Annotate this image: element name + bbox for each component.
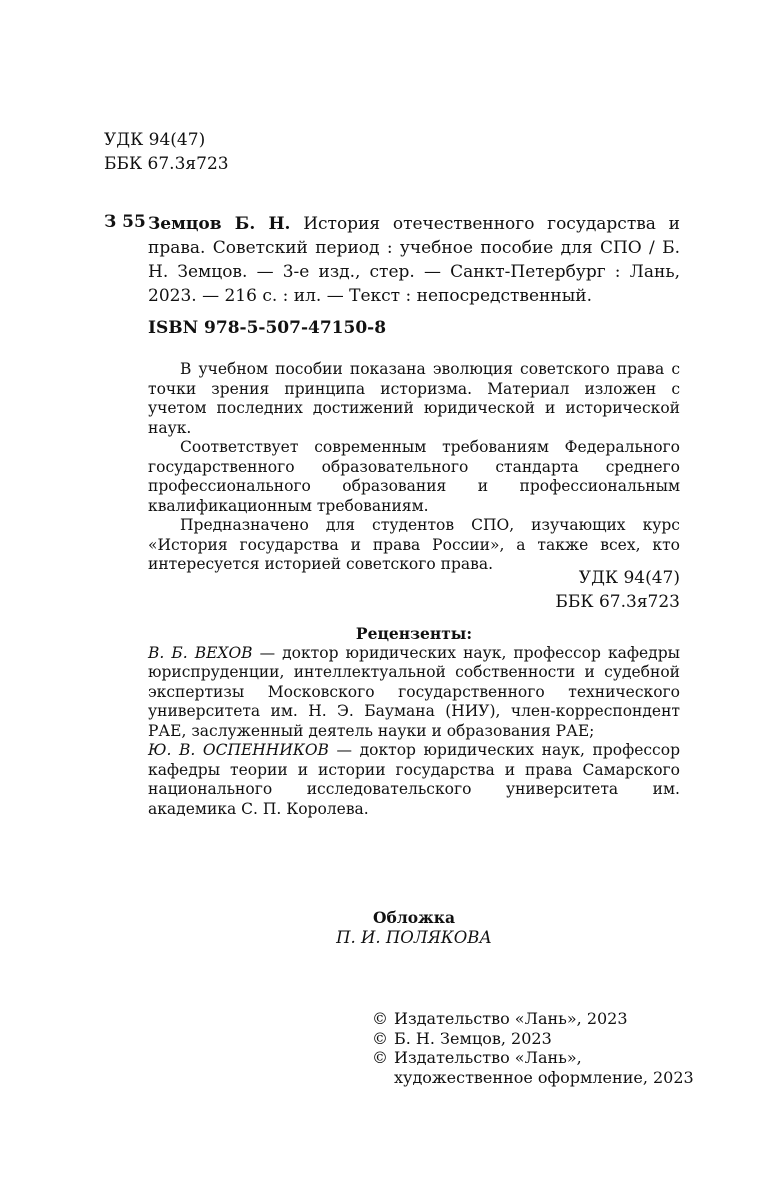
annotation-paragraph: В учебном пособии показана эволюция советского права с точки зрения принципа историзма. Материал изложен с учетом последних достижений юридической и исторической наук.: [148, 360, 680, 437]
reviewer-name: В. Б. ВЕХОВ: [148, 643, 253, 662]
bibliographic-record: [148, 212, 680, 308]
annotation-paragraph: Предназначено для студентов СПО, изучающих курс «История государства и права России», а также всех, кто интересуется историей советского права.: [148, 516, 680, 573]
reviewers-heading: Рецензенты:: [355, 624, 473, 643]
copyright-continuation: художественное оформление, 2023: [394, 1067, 694, 1087]
udk-code: УДК 94(47): [104, 130, 206, 150]
copyright-symbol: ©: [372, 1009, 388, 1028]
copyright-symbol: ©: [372, 1028, 388, 1048]
bbk-code: ББК 67.3я723: [104, 154, 229, 174]
reviewer-description: — доктор юридических наук, профессор кафедры юриспруденции, интеллектуальной собственности и судебной экспертизы Московского государственного технического университета им. Н. Э. Баумана (НИУ), член-корреспондент РАЕ, заслуженный деятель науки и образования РАЕ;: [148, 643, 680, 740]
reviewer-name: Ю. В. ОСПЕННИКОВ: [148, 741, 329, 759]
annotation-paragraph: Соответствует современным требованиям Федерального государственного образовательного стандарта среднего профессионального образования и профессиональным квалификационным требованиям.: [148, 438, 680, 515]
copyright-line: © Издательство «Лань», 2023: [372, 1009, 628, 1028]
record-text: История отечественного государства и права. Советский период : учебное пособие для СПО / Б. Н. Земцов. — 3-е изд., стер. — Санкт-Петербург : Лань, 2023. — 216 с. : ил. — Текст : непосредственный.: [148, 214, 680, 306]
udk-code: УДК 94(47): [578, 568, 680, 588]
bbk-code: ББК 67.3я723: [555, 592, 680, 612]
annotation: [148, 360, 680, 575]
cover-artist: П. И. ПОЛЯКОВА: [336, 927, 492, 947]
copyright-line: © Б. Н. Земцов, 2023: [372, 1028, 552, 1048]
bottom-classification-codes: [148, 566, 680, 614]
top-classification-codes: [104, 128, 229, 176]
reviewer-entry: [148, 644, 680, 742]
reviewers: [148, 624, 680, 819]
copyright-block: [372, 1009, 692, 1087]
reviewer-entry: [148, 741, 680, 819]
reviewer-description: — доктор юридических наук, профессор кафедры теории и истории государства и права Самарского национального исследовательского университета им. академика С. П. Королева.: [148, 741, 680, 818]
author-name: Земцов Б. Н.: [148, 214, 291, 234]
author-sign: З 55: [104, 212, 146, 232]
copyright-line: © Издательство «Лань»,: [372, 1048, 582, 1067]
cover-label: Обложка: [373, 908, 455, 927]
cover-credit: [148, 908, 680, 947]
copyright-symbol: ©: [372, 1048, 388, 1067]
isbn: ISBN 978-5-507-47150-8: [148, 318, 387, 338]
